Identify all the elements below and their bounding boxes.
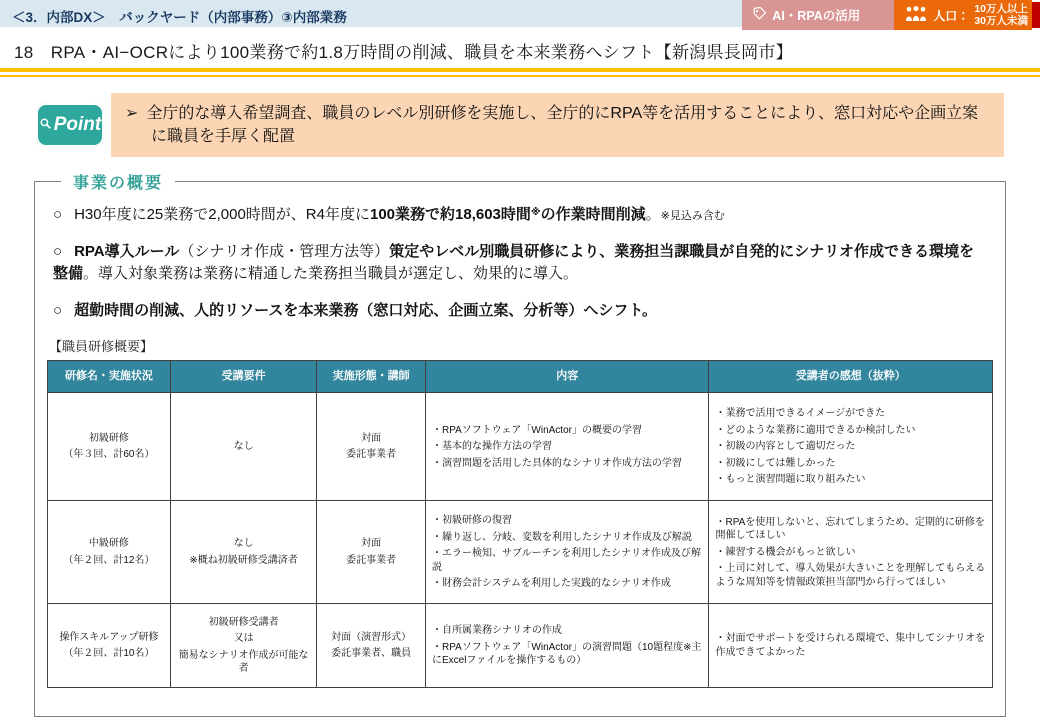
cell-line: ・初級にしては難しかった bbox=[715, 457, 836, 469]
table-cell bbox=[317, 501, 426, 604]
bullet-text-segment: 100業務で約18,603時間 bbox=[369, 206, 531, 224]
bullet-marker: ○ bbox=[53, 242, 63, 260]
table-cell bbox=[317, 393, 426, 501]
cell-line: ・もっと演習問題に取り組みたい bbox=[715, 474, 866, 486]
bullet-text-segment: RPA導入ルール bbox=[74, 242, 180, 260]
table-cell bbox=[709, 501, 993, 604]
point-logo bbox=[36, 103, 104, 147]
ai-rpa-badge bbox=[742, 0, 894, 30]
cell-line: ・練習する機会がもっと欲しい bbox=[715, 546, 856, 558]
cell-line: ・初級の内容として適切だった bbox=[715, 441, 856, 453]
page-title: 18 RPA・AI−OCRにより100業務で約1.8万時間の削減、職員を本来業務へシフト【新潟県長岡市】 bbox=[14, 43, 793, 62]
cell-line: ・基本的な操作方法の学習 bbox=[431, 441, 552, 453]
cell-line: 簡易なシナリオ作成が可能な者 bbox=[178, 649, 309, 675]
cell-line: ・RPAを使用しないと、忘れてしまうため、定期的に研修を開催してほしい bbox=[715, 516, 985, 542]
cell-line: 操作スキルアップ研修 bbox=[59, 631, 159, 643]
column-header: 受講者の感想（抜粋） bbox=[709, 361, 993, 393]
bullet-text-segment: ※ bbox=[530, 207, 541, 219]
bullet-marker: ○ bbox=[53, 301, 63, 319]
cell-line: 委託事業者、職員 bbox=[331, 648, 412, 660]
table-cell bbox=[48, 501, 171, 604]
cell-line: ・業務で活用できるイメージができた bbox=[715, 408, 886, 420]
bullet-text-segment: 。 bbox=[645, 206, 661, 224]
point-box bbox=[111, 93, 1004, 157]
cell-line: （年２回、計10名） bbox=[63, 648, 155, 660]
table-cell bbox=[170, 604, 316, 688]
gold-divider bbox=[0, 68, 1040, 77]
column-header: 研修名・実施状況 bbox=[48, 361, 171, 393]
cell-line: ・RPAソフトウェア「WinActor」の演習問題（10題程度※主にExcelファイルを操作するもの） bbox=[431, 641, 702, 667]
cell-line: なし bbox=[233, 538, 254, 550]
population-prefix: 人口： bbox=[933, 8, 970, 23]
population-badge bbox=[894, 0, 1032, 30]
table-cell bbox=[425, 393, 709, 501]
bullet-text-segment: の作業時間削減 bbox=[540, 206, 646, 224]
population-line1: 10万人以上 bbox=[974, 2, 1028, 15]
population-range bbox=[974, 3, 1028, 27]
category-label: ＜3．内部DX＞ バックヤード（内部事務）③内部業務 bbox=[0, 0, 742, 27]
table-row bbox=[48, 604, 993, 688]
table-header-row bbox=[48, 361, 993, 393]
cell-line: 中級研修 bbox=[88, 538, 129, 550]
edge-accent bbox=[1032, 2, 1040, 28]
overview-bullet bbox=[53, 300, 989, 323]
bullet-text-segment: （シナリオ作成・管理方法等） bbox=[179, 242, 390, 260]
cell-line: ・財務会計システムを利用した実践的なシナリオ作成 bbox=[431, 578, 671, 590]
cell-line: なし bbox=[233, 441, 254, 453]
point-text-body: 全庁的な導入希望調査、職員のレベル別研修を実施し、全庁的にRPA等を活用することにより、窓口対応や企画立案に職員を手厚く配置 bbox=[146, 105, 979, 146]
column-header: 実施形態・講師 bbox=[317, 361, 426, 393]
table-cell bbox=[425, 604, 709, 688]
cell-line: ・どのような業務に適用できるか検討したい bbox=[715, 424, 916, 436]
table-cell bbox=[170, 393, 316, 501]
cell-line: ・初級研修の復習 bbox=[431, 515, 512, 527]
people-icon bbox=[904, 6, 928, 25]
overview-bullet bbox=[53, 204, 989, 227]
magnifier-icon bbox=[39, 114, 52, 136]
table-cell bbox=[170, 501, 316, 604]
table-row bbox=[48, 393, 993, 501]
cell-line: ・自所属業務シナリオの作成 bbox=[431, 625, 562, 637]
cell-line: ・対面でサポートを受けられる環境で、集中してシナリオを作成できてよかった bbox=[715, 633, 986, 658]
ai-rpa-badge-label: AI・RPAの活用 bbox=[772, 9, 861, 23]
table-cell bbox=[48, 604, 171, 688]
arrow-bullet-icon: ➢ bbox=[125, 105, 139, 122]
bullet-text-segment: 。導入対象業務は業務に精通した業務担当職員が選定し、効果的に導入。 bbox=[83, 265, 579, 283]
bullet-text-segment: H30年度に25業務で2,000時間が、R4年度に bbox=[74, 206, 370, 224]
cell-line: 又は bbox=[233, 633, 254, 645]
overview-bullets bbox=[47, 204, 993, 322]
table-cell bbox=[425, 501, 709, 604]
table-cell bbox=[317, 604, 426, 688]
cell-line: ・繰り返し、分岐、変数を利用したシナリオ作成及び解説 bbox=[431, 531, 692, 543]
point-logo-label: Point bbox=[53, 114, 102, 136]
population-line2: 30万人未満 bbox=[974, 15, 1028, 27]
cell-line: 対面 bbox=[361, 538, 382, 550]
cell-line: ・RPAソフトウェア「WinActor」の概要の学習 bbox=[431, 424, 642, 436]
cell-line: 対面（演習形式） bbox=[331, 631, 412, 643]
bullet-text-segment: 策定やレベル別職員研修により、業務担当課職員が自発的にシナリオ作成できる環境を整備 bbox=[53, 242, 975, 283]
point-section bbox=[36, 93, 1004, 157]
table-head bbox=[48, 361, 993, 393]
cell-line: ・演習問題を活用した具体的なシナリオ作成方法の学習 bbox=[431, 457, 682, 469]
cell-line: 委託事業者 bbox=[346, 554, 397, 566]
overview-box bbox=[34, 175, 1006, 717]
bullet-text-segment: 超勤時間の削減、人的リソースを本来業務（窓口対応、企画立案、分析等）へシフト。 bbox=[74, 301, 657, 319]
table-row bbox=[48, 501, 993, 604]
overview-bullet bbox=[53, 241, 989, 286]
overview-legend: 事業の概要 bbox=[61, 170, 175, 193]
bullet-text-segment: ※見込み含む bbox=[660, 210, 725, 223]
tag-icon bbox=[752, 6, 767, 24]
column-header: 受講要件 bbox=[170, 361, 316, 393]
table-cell bbox=[48, 393, 171, 501]
table-cell bbox=[709, 393, 993, 501]
cell-line: 初級研修受講者 bbox=[208, 616, 279, 628]
cell-line: 委託事業者 bbox=[346, 449, 397, 461]
cell-line: （年２回、計12名） bbox=[63, 554, 155, 566]
cell-line: ・上司に対して、導入効果が大きいことを理解してもらえるような周知等を情報政策担当部門から行ってほしい bbox=[715, 563, 986, 588]
training-table bbox=[47, 360, 993, 688]
column-header: 内容 bbox=[425, 361, 709, 393]
cell-line: ※概ね初級研修受講済者 bbox=[189, 554, 298, 566]
table-body bbox=[48, 393, 993, 688]
table-cell bbox=[709, 604, 993, 688]
cell-line: 初級研修 bbox=[88, 432, 129, 444]
cell-line: 対面 bbox=[361, 432, 382, 444]
cell-line: ・エラー検知、サブルーチンを利用したシナリオ作成及び解説 bbox=[431, 548, 701, 573]
table-caption: 【職員研修概要】 bbox=[49, 339, 154, 355]
cell-line: （年３回、計60名） bbox=[63, 449, 155, 461]
top-header-bar bbox=[0, 0, 1040, 30]
point-text bbox=[125, 102, 990, 148]
bullet-marker: ○ bbox=[53, 206, 63, 224]
